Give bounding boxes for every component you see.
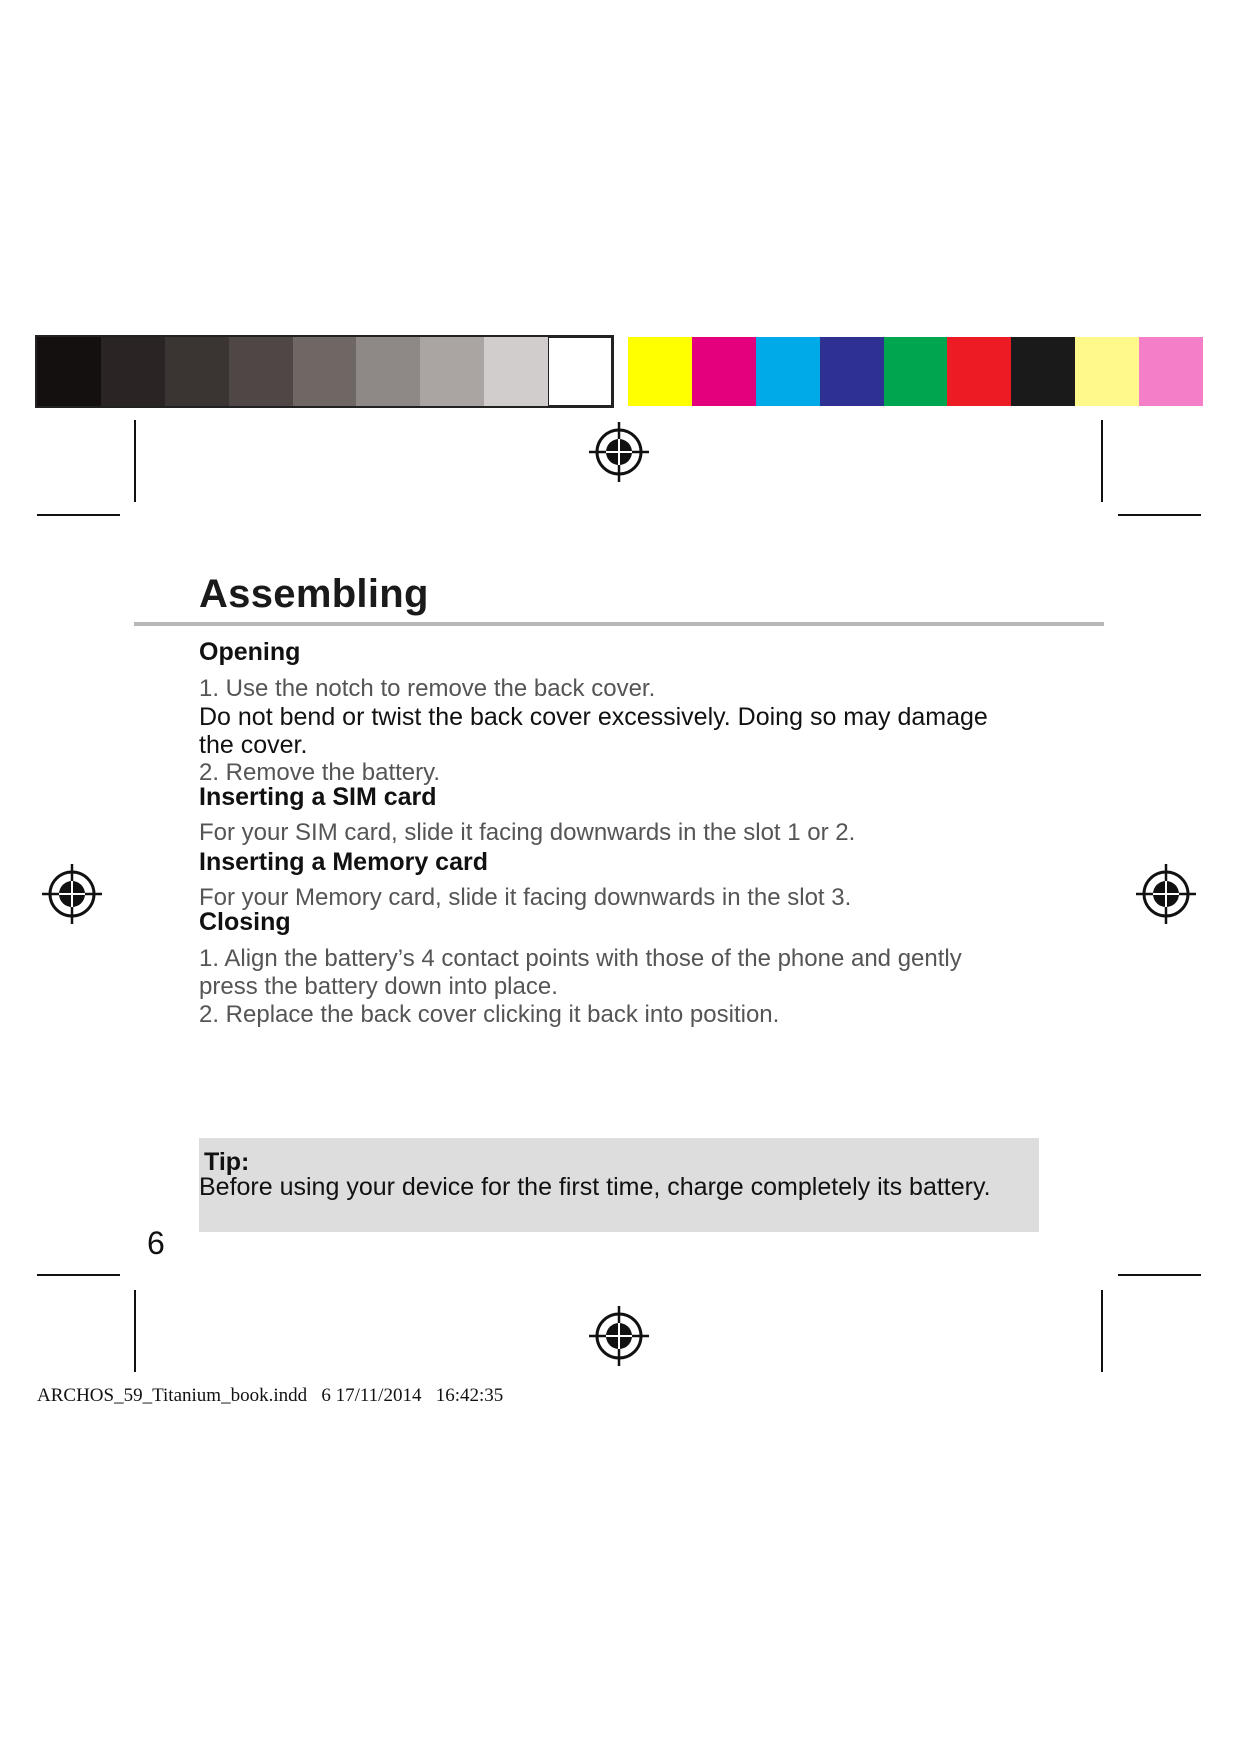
opening-step-1: 1. Use the notch to remove the back cover. [199,675,656,702]
memory-instructions: For your Memory card, slide it facing downwards in the slot 3. [199,884,852,911]
color-swatch [947,337,1011,406]
registration-mark-icon [40,862,104,926]
crop-mark [1101,1290,1103,1372]
color-swatch [1011,337,1075,406]
registration-mark-icon [1134,862,1198,926]
crop-mark [37,514,120,516]
color-swatch [293,337,357,406]
color-swatch [692,337,756,406]
opening-warning-line-2: the cover. [199,731,308,759]
color-swatch [628,337,692,406]
sim-instructions: For your SIM card, slide it facing downwards in the slot 1 or 2. [199,819,856,846]
section-heading-sim: Inserting a SIM card [199,783,437,811]
color-swatch [37,337,101,406]
tip-text: Before using your device for the first time, charge completely its battery. [199,1173,991,1201]
color-swatch [1139,337,1203,406]
registration-mark-icon [587,1304,651,1368]
crop-mark [37,1274,120,1276]
color-swatch [548,337,612,406]
crop-mark [1101,420,1103,502]
closing-step-2: 2. Replace the back cover clicking it back into position. [199,1001,780,1028]
section-heading-memory: Inserting a Memory card [199,848,488,876]
color-swatch [356,337,420,406]
closing-step-1-line-1: 1. Align the battery’s 4 contact points with those of the phone and gently [199,945,962,972]
tip-label: Tip: [204,1148,250,1176]
section-heading-opening: Opening [199,638,301,666]
color-swatch [165,337,229,406]
print-slug: ARCHOS_59_Titanium_book.indd 6 17/11/2014 16:42:35 [37,1385,504,1406]
color-swatch [820,337,884,406]
color-swatch [420,337,484,406]
process-color-bar [628,337,1203,406]
color-swatch [884,337,948,406]
color-swatch [229,337,293,406]
color-swatch [756,337,820,406]
opening-warning-line-1: Do not bend or twist the back cover excessively. Doing so may damage [199,703,988,731]
registration-mark-icon [587,420,651,484]
page-number: 6 [147,1225,165,1261]
crop-mark [134,1290,136,1372]
opening-step-2: 2. Remove the battery. [199,759,441,786]
section-heading-closing: Closing [199,908,291,936]
page-title: Assembling [199,572,429,616]
color-swatch [484,337,548,406]
title-divider [134,622,1104,626]
closing-step-1-line-2: press the battery down into place. [199,973,558,1000]
grayscale-color-bar [37,337,612,406]
crop-mark [134,420,136,502]
crop-mark [1118,1274,1201,1276]
color-swatch [101,337,165,406]
crop-mark [1118,514,1201,516]
color-swatch [1075,337,1139,406]
